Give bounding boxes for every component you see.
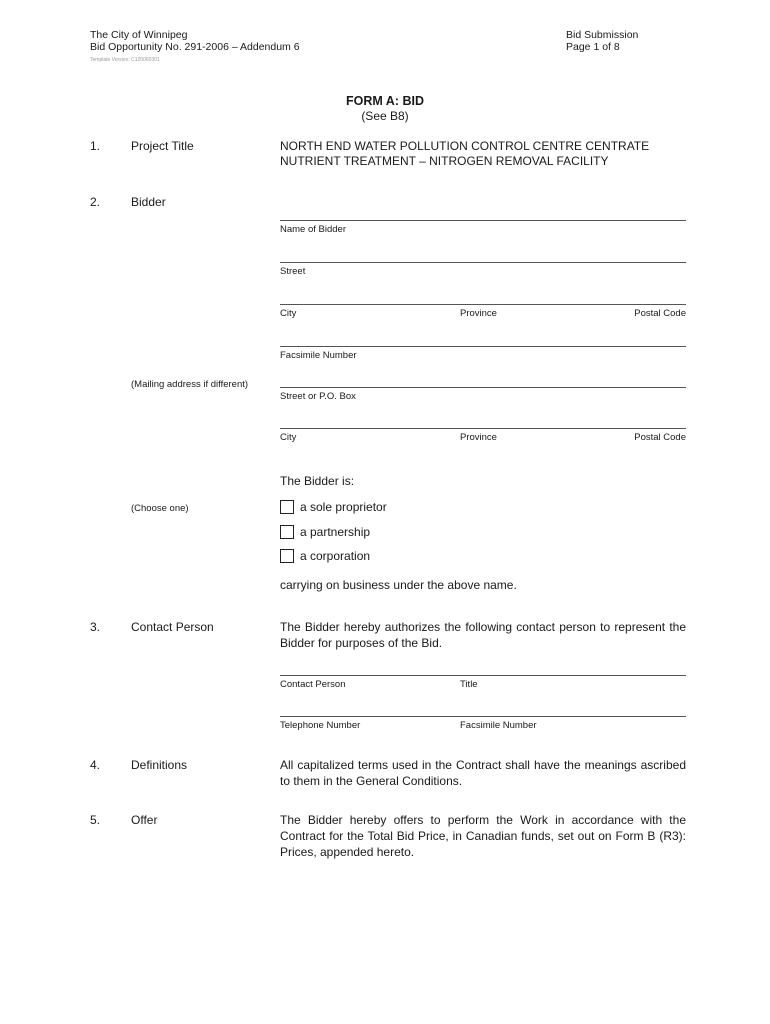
section-2-number: 2. — [90, 195, 101, 209]
section-4-number: 4. — [90, 758, 101, 772]
bidder-is-text: The Bidder is: — [280, 474, 355, 488]
street-po-box-field[interactable] — [280, 387, 686, 388]
corporation-label: a corporation — [300, 549, 371, 563]
header-submission: Bid Submission — [566, 29, 639, 41]
telephone-facsimile-field[interactable] — [280, 716, 686, 717]
form-title: FORM A: BID — [346, 94, 424, 108]
header-org: The City of Winnipeg — [90, 29, 188, 41]
name-of-bidder-label: Name of Bidder — [280, 224, 347, 235]
telephone-number-label: Telephone Number — [280, 720, 361, 731]
section-3-label: Contact Person — [131, 620, 214, 634]
mailing-province-label: Province — [460, 432, 497, 443]
choose-one-label: (Choose one) — [131, 503, 189, 514]
sole-proprietor-checkbox[interactable] — [280, 500, 294, 514]
section-1-number: 1. — [90, 139, 101, 153]
definitions-paragraph: All capitalized terms used in the Contract shall have the meanings ascribed to them in the General Conditions. — [280, 758, 686, 788]
facsimile-number-field[interactable] — [280, 346, 686, 347]
facsimile-number-label: Facsimile Number — [280, 350, 357, 361]
street-label: Street — [280, 266, 306, 277]
carrying-on-business-text: carrying on business under the above name. — [280, 578, 517, 592]
contact-person-paragraph: The Bidder hereby authorizes the following contact person to represent the Bidder for purposes of the Bid. — [280, 620, 686, 650]
contact-facsimile-label: Facsimile Number — [460, 720, 537, 731]
street-po-box-label: Street or P.O. Box — [280, 391, 356, 402]
form-subtitle: (See B8) — [361, 109, 409, 123]
project-title-line-1: NORTH END WATER POLLUTION CONTROL CENTRE CENTRATE — [280, 139, 650, 153]
city-province-postal-field[interactable] — [280, 304, 686, 305]
section-1-label: Project Title — [131, 139, 194, 153]
header-bid-opportunity: Bid Opportunity No. 291-2006 – Addendum 6 — [90, 41, 300, 53]
offer-paragraph: The Bidder hereby offers to perform the Work in accordance with the Contract for the Total Bid Price, in Canadian funds, set out on Form B (R3): Prices, appended hereto. — [280, 813, 686, 859]
partnership-label: a partnership — [300, 525, 371, 539]
name-of-bidder-field[interactable] — [280, 220, 686, 221]
mailing-city-province-postal-field[interactable] — [280, 428, 686, 429]
section-3-number: 3. — [90, 620, 101, 634]
mailing-address-label: (Mailing address if different) — [131, 379, 249, 390]
mailing-city-label: City — [280, 432, 297, 443]
corporation-checkbox[interactable] — [280, 549, 294, 563]
mailing-postal-code-label: Postal Code — [634, 432, 686, 443]
contact-person-label: Contact Person — [280, 679, 346, 690]
postal-code-label: Postal Code — [634, 308, 686, 319]
city-label: City — [280, 308, 297, 319]
title-label: Title — [460, 679, 478, 690]
header-page-number: Page 1 of 8 — [566, 41, 620, 53]
section-5-number: 5. — [90, 813, 101, 827]
section-2-label: Bidder — [131, 195, 166, 209]
template-version: Template Version: C120060301 — [90, 57, 160, 63]
sole-proprietor-label: a sole proprietor — [300, 500, 387, 514]
street-field[interactable] — [280, 262, 686, 263]
province-label: Province — [460, 308, 497, 319]
project-title-line-2: NUTRIENT TREATMENT – NITROGEN REMOVAL FACILITY — [280, 154, 609, 168]
section-5-label: Offer — [131, 813, 158, 827]
section-4-label: Definitions — [131, 758, 188, 772]
contact-person-title-field[interactable] — [280, 675, 686, 676]
partnership-checkbox[interactable] — [280, 525, 294, 539]
